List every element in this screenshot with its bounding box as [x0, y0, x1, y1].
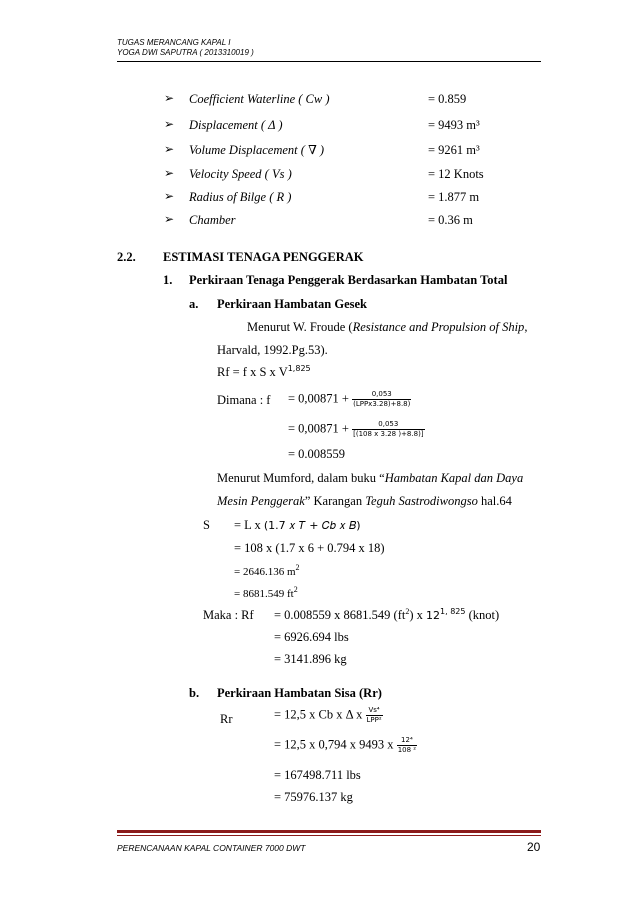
section-number: 2.2.: [117, 250, 136, 264]
param-value: = 0.859: [428, 92, 467, 106]
s-line2: = 108 x (1.7 x 6 + 0.794 x 18): [234, 541, 385, 555]
paragraph-froude: Menurut W. Froude (Resistance and Propulsion of Ship,: [247, 320, 528, 334]
param-value: = 0.36 m: [428, 213, 473, 227]
param-value: = 12 Knots: [428, 167, 484, 181]
s-label: S: [203, 518, 210, 532]
subsection-title: Perkiraan Tenaga Penggerak Berdasarkan Hambatan Total: [189, 273, 508, 287]
maka-line1: = 0.008559 x 8681.549 $(ft^2)$ x 12$^{1, 825}$ (knot): [274, 606, 500, 622]
header-line-2: YOGA DWI SAPUTRA ( 2013310019 ): [117, 48, 254, 57]
paragraph-mumford-line2: Mesin Penggerak” Karangan Teguh Sastrodiwongso hal.64: [217, 494, 512, 508]
bullet-arrow-icon: ➢: [164, 117, 175, 131]
subsection-b-title: Perkiraan Hambatan Sisa (Rr): [217, 686, 382, 700]
dimana-eq2: = 0,00871 + $\frac{0,053}{[(108 x 3.28 )+8.8)]}$: [288, 420, 424, 438]
maka-label: Maka : Rf: [203, 608, 254, 622]
subsection-letter: a.: [189, 297, 199, 311]
rr-line4: = 75976.137 kg: [274, 790, 353, 804]
bullet-arrow-icon: ➢: [164, 91, 175, 105]
bullet-arrow-icon: ➢: [164, 142, 175, 156]
param-label: Coefficient Waterline ( Cw ): [189, 92, 330, 106]
rr-line1: = 12,5 x Cb x Δ x $\frac{\text{Vs⁴}}{\text{LPP²}}$: [274, 706, 382, 724]
bullet-arrow-icon: ➢: [164, 166, 175, 180]
param-label: Volume Displacement ( ∇ ): [189, 143, 325, 157]
bullet-arrow-icon: ➢: [164, 212, 175, 226]
dimana-label: Dimana : f: [217, 393, 271, 407]
param-label: Chamber: [189, 213, 236, 227]
s-line1: = L x (1.7 𝑥 𝑇 + 𝐶𝑏 𝑥 𝐵): [234, 518, 361, 532]
footer-title: PERENCANAAN KAPAL CONTAINER 7000 DWT: [117, 843, 306, 853]
paragraph-froude-line2: Harvald, 1992.Pg.53).: [217, 343, 328, 357]
footer-rule-thick: [117, 830, 541, 833]
subsection-a-title: Perkiraan Hambatan Gesek: [217, 297, 367, 311]
subsection-number: 1.: [163, 273, 173, 287]
header-rule: [117, 61, 541, 62]
param-value: = 1.877 m: [428, 190, 480, 204]
header-line-1: TUGAS MERANCANG KAPAL I: [117, 38, 231, 47]
dimana-eq3: = 0.008559: [288, 447, 346, 461]
s-line3: = 2646.136 $m^2$: [234, 562, 300, 578]
maka-line2: = 6926.694 lbs: [274, 630, 349, 644]
paragraph-mumford: Menurut Mumford, dalam buku “Hambatan Kapal dan Daya: [217, 471, 524, 485]
s-line4: = 8681.549 $ft^2$: [234, 584, 298, 600]
rr-line2: = 12,5 x 0,794 x 9493 x $\frac{\text{12⁴}}{\text{108 ²}}$: [274, 736, 417, 754]
dimana-eq1: = 0,00871 + $\frac{0,053}{\text{(LPPx3.28)+8.8)}}$: [288, 390, 411, 408]
param-value: = 9493 m³: [428, 118, 480, 132]
rr-label: Rr: [220, 712, 233, 726]
rr-line3: = 167498.711 lbs: [274, 768, 361, 782]
footer-rule-thin: [117, 835, 541, 836]
page-number: 20: [527, 840, 541, 854]
param-label: Velocity Speed ( Vs ): [189, 167, 292, 181]
param-label: Displacement ( Δ ): [189, 118, 283, 132]
param-value: = 9261 m³: [428, 143, 480, 157]
param-label: Radius of Bilge ( R ): [189, 190, 292, 204]
maka-line3: = 3141.896 kg: [274, 652, 347, 666]
rf-formula: Rf = f x S x V$^{1,825}$: [217, 363, 311, 379]
bullet-arrow-icon: ➢: [164, 189, 175, 203]
subsection-letter: b.: [189, 686, 200, 700]
section-title: ESTIMASI TENAGA PENGGERAK: [163, 250, 364, 264]
